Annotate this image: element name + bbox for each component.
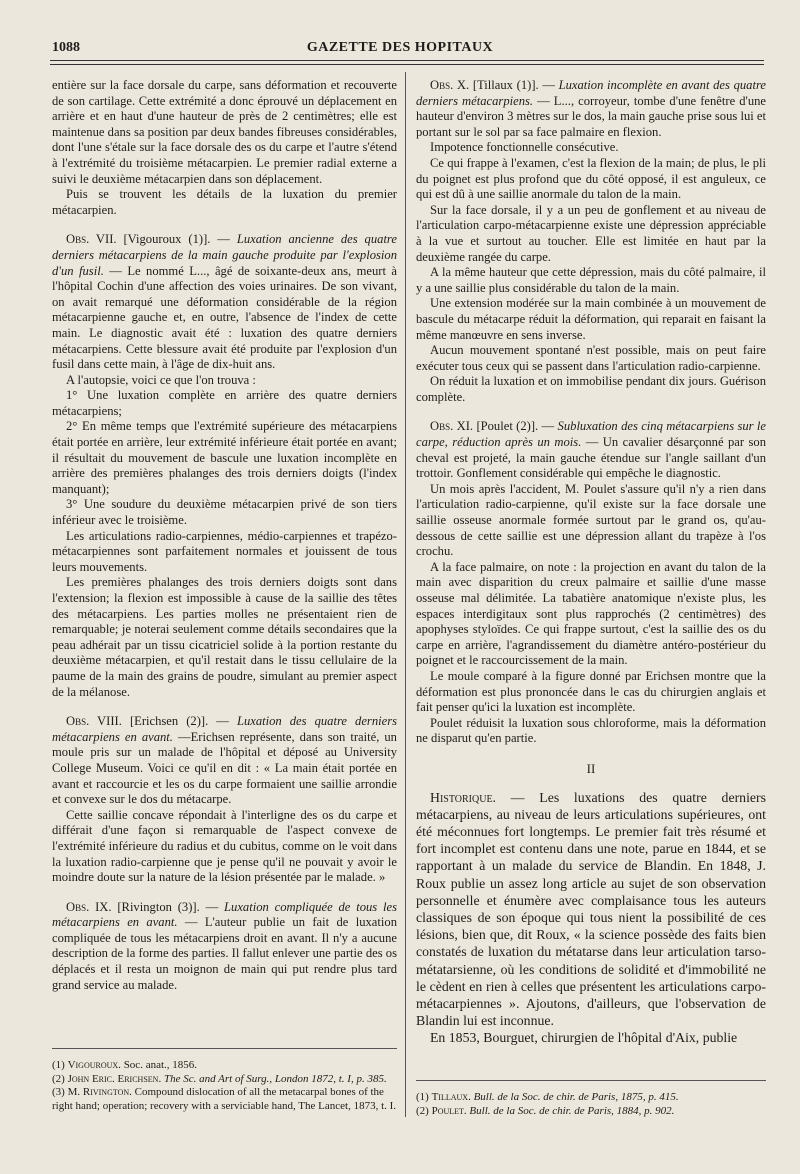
paragraph: A la face palmaire, on note : la projection en avant du talon de la main avec disparition du creux palmaire et saillie d'une masse osseuse mal délimitée. La tabatière anatomique n'existe plus, les espaces interdigitaux sont plus rapprochés (2 centimètres) des apophyses styloïdes. Ce qui frappe surtout, c'est la saillie des os du carpe en arrière, l'agrandissement du diamètre antéro-postérieur du poignet et le raccourcissement de la main. xyxy=(416,559,766,668)
observation-vii xyxy=(52,232,397,372)
paragraph: En 1853, Bourguet, chirurgien de l'hôpital d'Aix, publie xyxy=(430,1030,738,1046)
obs-label: Obs. IX. xyxy=(66,899,112,914)
left-footnotes xyxy=(52,1048,397,1113)
paragraph: A la même hauteur que cette dépression, mais du côté palmaire, il y a une saillie plus considérable du talon de la main. xyxy=(416,265,766,295)
obs-text: —Erichsen représente, dans son traité, un moule pris sur un malade de l'hôpital et déposé au University College Museum. Voici ce qu'il en dit : « La main était portée en avant et raccourcie et les os du carpe formaient une saillie arrondie et convexe sur le dos du métacarpe. xyxy=(52,729,397,807)
historique-paragraph xyxy=(416,789,766,1030)
obs-title: Luxation compliquée de tous les métacarpiens en avant. xyxy=(52,899,397,930)
list-item: 3° Une soudure du deuxième métacarpien privé de son tiers inférieur avec le troisième. xyxy=(52,497,397,528)
paragraph: Puis se trouvent les détails de la luxation du premier métacarpien. xyxy=(52,187,397,217)
paragraph: Poulet réduisit la luxation sous chloroforme, mais la déformation ne disparut qu'en partie. xyxy=(416,715,766,746)
footnote-rule xyxy=(416,1080,766,1081)
running-head: GAZETTE DES HOPITAUX xyxy=(306,40,494,55)
footnote: (1) Tillaux. Bull. de la Soc. de chir. de Paris, 1875, p. 415. xyxy=(416,1091,679,1103)
obs-label: Obs. X. xyxy=(430,78,470,92)
obs-label: Obs. VIII. xyxy=(66,714,122,729)
page-number: 1088 xyxy=(52,40,80,55)
paragraph: Cette saillie concave répondait à l'interligne des os du carpe et différait d'une façon si remarquable de l'aspect convexe de l'extrémité inférieure du radius et du cubitus, comme on le voit dans la luxation radio-carpienne que je pense qu'il ne pouvait y avoir le moindre doute sur la nature de la lésion présentée par le malade. » xyxy=(52,807,397,885)
obs-ref: [Tillaux (1)]. — xyxy=(472,78,555,92)
header-rule-double xyxy=(50,64,764,65)
footnote: (1) Vigouroux. Soc. anat., 1856. xyxy=(52,1059,198,1071)
paragraph: Le moule comparé à la figure donné par Erichsen montre que la déformation est plus prononcée dans le cas du chirurgien anglais et fait penser qu'ici la luxation est incomplète. xyxy=(416,668,766,715)
paragraph: A l'autopsie, voici ce que l'on trouva : xyxy=(66,372,256,387)
obs-text: — L'auteur publie un fait de luxation compliquée de tous les métacarpiens droit en avant. Il n'y a aucune description de la forme des parties. Il fallut enlever une partie des os déplacés et il resta un moignon de main qui put rendre plus tard grand service au malade. xyxy=(52,915,397,992)
paragraph: Un mois après l'accident, M. Poulet s'assure qu'il n'y a rien dans l'articulation radio-carpienne, qu'il existe sur la face dorsale une saillie osseuse anormale formée surtout par le grand os, qu'au-dessous de cette saillie est une dépression allant du trapèze à l'os crochu. xyxy=(416,481,766,559)
paragraph: Impotence fonctionnelle consécutive. xyxy=(430,140,619,155)
obs-text: — Le nommé L..., âgé de soixante-deux ans, meurt à l'hôpital Cochin d'une affection des voies urinaires. De son vivant, on avait remarqué une déformation considérable de la région métacarpienne gauche et, en outre, l'absence de l'index de cette main. Le diagnostic avait été : luxation des quatre derniers métacarpiens. Cette blessure avait été produite par l'explosion d'un fusil dans cette main, à l'âge de dix-huit ans. xyxy=(52,263,397,372)
obs-title: Subluxation des cinq métacarpiens sur le carpe, réduction après un mois. xyxy=(416,419,767,450)
paragraph: entière sur la face dorsale du carpe, sans déformation et recouverte de son cartilage. Cette extrémité a donc éprouvé un déplacement en arrière et en haut d'une hauteur de près de 2 centimètres; elle est maintenue dans sa position par deux bandes fibreuses considérables, dont l'une s'étale sur la face dorsale des os du carpe et l'autre s'étend à l'extrémité du troisième métacarpien. Le premier radial externe a suivi le deuxième métacarpien dans son déplacement. xyxy=(52,78,397,186)
paragraph: Les premières phalanges des trois derniers doigts sont dans l'extension; la flexion est impossible à cause de la saillie des têtes des métacarpiens. Les parties molles ne présentaient rien de remarquable; je noterai seulement comme détails secondaires que la peau adhérait par un tissu cicatriciel solide à la portion restante du deuxième métacarpien, et qu'il restait dans le tissu cellulaire de la paume de la main des grains de poudre, simulant au premier aspect de la mélanose. xyxy=(52,575,397,699)
observation-ix xyxy=(52,900,397,994)
historique-label: Historique. xyxy=(430,789,497,805)
footnote: (2) John Eric. Erichsen. The Sc. and Art of Surg., London 1872, t. I, p. 385. xyxy=(52,1072,387,1085)
observation-viii xyxy=(52,714,397,808)
left-column xyxy=(52,78,397,993)
paragraph: Sur la face dorsale, il y a un peu de gonflement et au niveau de l'articulation carpo-métacarpienne existe une dépression appréciable à la vue et surtout au toucher. Elle est limitée en haut par la deuxième rangée du carpe. xyxy=(416,202,766,264)
paragraph: Ce qui frappe à l'examen, c'est la flexion de la main; de plus, le pli du poignet est plus profond que du côté opposé, il est anguleux, ce qui est dû à une saillie anormale du talon de la main. xyxy=(416,155,766,202)
obs-ref: [Erichsen (2)]. — xyxy=(129,714,229,729)
right-column xyxy=(416,78,766,1047)
obs-ref: [Rivington (3)]. — xyxy=(117,899,219,914)
obs-ref: [Poulet (2)]. — xyxy=(476,419,555,434)
obs-text: — L..., corroyeur, tombe d'une fenêtre d'une hauteur d'environ 3 mètres sur le dos, la main gauche prise sous lui et portant sur le sol par sa face palmaire en flexion. xyxy=(416,93,766,139)
list-item: 2° En même temps que l'extrémité supérieure des métacarpiens était portée en arrière, leur extrémité inférieure était portée en avant; il résultait du mouvement de bascule une luxation incomplète en arrière des premières phalanges des trois derniers doigts (l'index manquant); xyxy=(52,419,397,496)
obs-label: Obs. XI. xyxy=(430,419,474,434)
obs-ref: [Vigouroux (1)]. — xyxy=(123,232,230,247)
column-divider xyxy=(405,72,406,1117)
section-numeral: II xyxy=(586,760,596,776)
footnote: (2) Poulet. Bull. de la Soc. de chir. de Paris, 1884, p. 902. xyxy=(416,1104,675,1117)
footnote-rule xyxy=(52,1048,397,1049)
footnote: (3) M. Rivington. Compound dislocation of all the metacarpal bones of the right hand; operation; recovery with a serviciable hand, The Lancet, 1873, t. I. xyxy=(52,1086,397,1112)
list-item: 1° Une luxation complète en arrière des quatre derniers métacarpiens; xyxy=(52,388,397,418)
paragraph: On réduit la luxation et on immobilise pendant dix jours. Guérison complète. xyxy=(416,374,766,404)
observation-x xyxy=(416,78,766,140)
obs-title: Luxation ancienne des quatre derniers métacarpiens de la main gauche produite par l'explosion d'un fusil. xyxy=(52,232,397,278)
historique-text: — Les luxations des quatre derniers métacarpiens, au niveau de leurs articulations supérieures, ont été méconnues fort longtemps. Le premier fait très résumé et fort incomplet est contenu dans une note, parue en 1844, et se rapportant à un malade du service de Blandin. En 1848, J. Roux publie un assez long article au sujet de son observation personnelle et énumère avec complaisance tous les auteurs classiques de son époque qui tous nient la possibilité de ces lésions, bien que, dit Roux, « la science possède des faits bien constatés de luxation du métatarse dans leur articulation tarso-métatarsienne, où les conditions de solidité et d'immobilité ne le cèdent en rien à celles que présentent les articulations carpo-métacarpiennes ». Ajoutons, d'ailleurs, que l'observation de Blandin lui est inconnue. xyxy=(416,789,766,1029)
obs-title: Luxation incomplète en avant des quatre derniers métacarpiens. xyxy=(416,78,767,108)
observation-xi xyxy=(416,419,766,481)
obs-text: — Un cavalier désarçonné par son cheval est projeté, la main gauche étendue sur l'angle saillant d'un trottoir. Gonflement considérable qui empêche le diagnostic. xyxy=(416,435,766,481)
header-rule xyxy=(50,60,764,61)
obs-label: Obs. VII. xyxy=(66,232,117,247)
paragraph: Une extension modérée sur la main combinée à un mouvement de bascule du métacarpe réduit la déformation, qui reparait en faisant la même manœuvre en sens inverse. xyxy=(416,296,766,342)
paragraph: Aucun mouvement spontané n'est possible, mais on peut faire exécuter tous ceux qui se passent dans l'articulation radio-carpienne. xyxy=(416,343,766,373)
right-footnotes xyxy=(416,1080,766,1118)
obs-title: Luxation des quatre derniers métacarpiens en avant. xyxy=(52,714,398,744)
paragraph: Les articulations radio-carpiennes, médio-carpiennes et trapézo-métacarpiennes sont parfaitement normales et jouissent de tous leurs mouvements. xyxy=(52,528,397,574)
